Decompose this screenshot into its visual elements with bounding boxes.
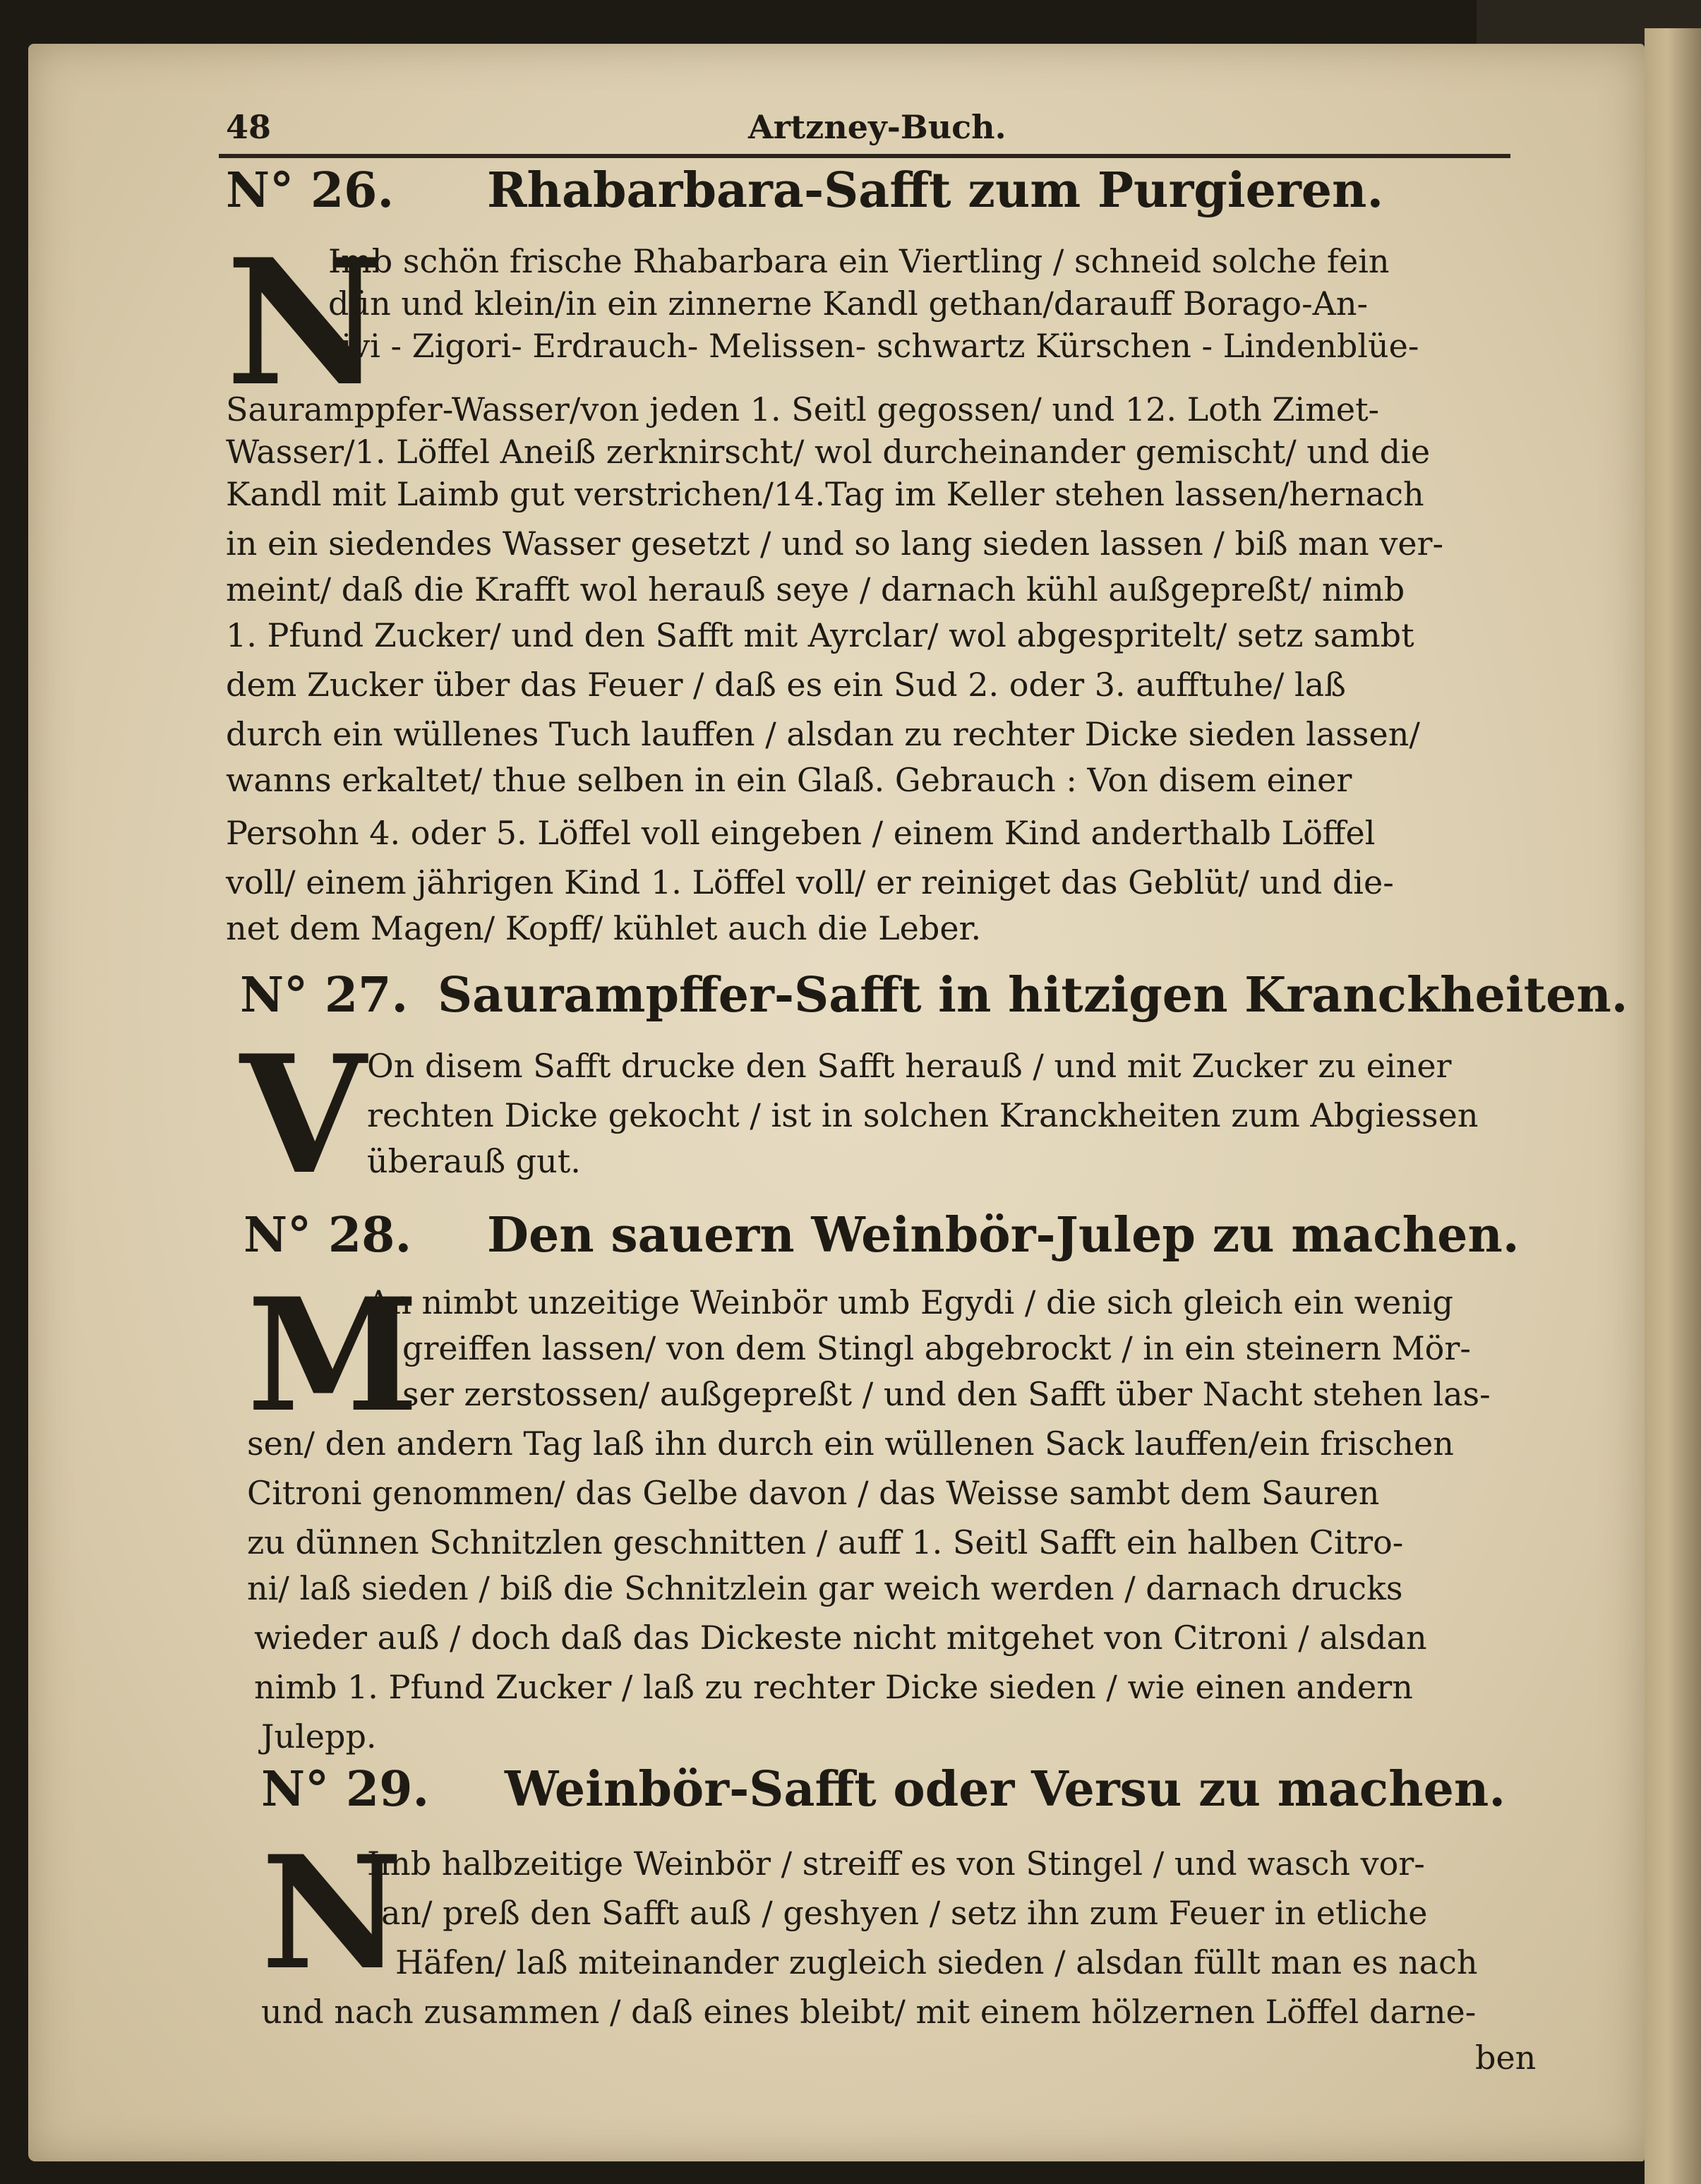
text-line: net dem Magen/ Kopff/ kühlet auch die Leber. — [226, 909, 982, 947]
text-line: greiffen lassen/ von dem Stingl abgebrockt / in ein steinern Mör- — [402, 1329, 1471, 1367]
running-title: Artzney-Buch. — [748, 108, 1006, 146]
text-line: On disem Safft drucke den Safft herauß / und mit Zucker zu einer — [367, 1047, 1452, 1085]
text-line: Imb halbzeitige Weinbör / streiff es von Stingel / und wasch vor- — [367, 1844, 1425, 1883]
catchword: ben — [1475, 2039, 1537, 2077]
book-spine — [1645, 28, 1701, 2184]
section-number: N° 28. — [244, 1207, 412, 1264]
text-line: rechten Dicke gekocht / ist in solchen Kranckheiten zum Abgiessen — [367, 1096, 1479, 1134]
section-title: Weinbör-Safft oder Versu zu machen. — [505, 1761, 1506, 1818]
text-line: Julepp. — [261, 1717, 377, 1756]
text-line: überauß gut. — [367, 1142, 581, 1180]
text-line: durch ein wüllenes Tuch lauffen / alsdan zu rechter Dicke sieden lassen/ — [226, 715, 1420, 753]
section-heading-26 — [226, 162, 1383, 219]
section-number: N° 29. — [261, 1761, 430, 1818]
text-line: ser zerstossen/ außgepreßt / und den Safft über Nacht stehen las- — [402, 1375, 1491, 1413]
text-line: voll/ einem jährigen Kind 1. Löffel voll/ er reiniget das Geblüt/ und die- — [226, 863, 1394, 901]
header-rule — [219, 154, 1510, 158]
text-line: sen/ den andern Tag laß ihn durch ein wüllenen Sack lauffen/ein frischen — [247, 1424, 1454, 1463]
drop-cap: V — [240, 1020, 366, 1211]
text-line: nimb 1. Pfund Zucker / laß zu rechter Dicke sieden / wie einen andern — [254, 1668, 1413, 1706]
section-number: N° 26. — [226, 162, 395, 219]
section-number: N° 27. — [240, 967, 409, 1024]
text-line: Häfen/ laß miteinander zugleich sieden / alsdan füllt man es nach — [395, 1943, 1478, 1981]
section-heading-28 — [244, 1207, 1520, 1264]
text-line: meint/ daß die Krafft wol herauß seye / darnach kühl außgepreßt/ nimb — [226, 570, 1405, 608]
drop-cap: M — [247, 1264, 419, 1446]
text-line: dem Zucker über das Feuer / daß es ein Sud 2. oder 3. aufftuhe/ laß — [226, 666, 1346, 704]
section-title: Saurampffer-Safft in hitzigen Kranckheiten. — [438, 967, 1628, 1024]
text-line: wanns erkaltet/ thue selben in ein Glaß. Gebrauch : Von disem einer — [226, 761, 1352, 799]
text-line: wieder auß / doch daß das Dickeste nicht mitgehet von Citroni / alsdan — [254, 1619, 1427, 1657]
section-heading-27 — [240, 967, 1628, 1024]
text-line: 1. Pfund Zucker/ und den Safft mit Ayrclar/ wol abgespritelt/ setz sambt — [226, 616, 1414, 654]
text-line: an/ preß den Safft auß / geshyen / setz ihn zum Feuer in etliche — [381, 1894, 1428, 1932]
text-line: zu dünnen Schnitzlen geschnitten / auff 1. Seitl Safft ein halben Citro- — [247, 1523, 1404, 1561]
section-heading-29 — [261, 1761, 1505, 1818]
text-line: Imb schön frische Rhabarbara ein Viertling / schneid solche fein — [328, 242, 1390, 280]
text-line: Kandl mit Laimb gut verstrichen/14.Tag im Keller stehen lassen/hernach — [226, 475, 1424, 513]
text-line: Wasser/1. Löffel Aneiß zerknirscht/ wol durcheinander gemischt/ und die — [226, 433, 1431, 471]
text-line: An nimbt unzeitige Weinbör umb Egydi / die sich gleich ein wenig — [367, 1283, 1453, 1321]
section-title: Rhabarbara-Safft zum Purgieren. — [487, 162, 1384, 219]
section-title: Den sauern Weinbör-Julep zu machen. — [487, 1207, 1520, 1264]
text-line: in ein siedendes Wasser gesetzt / und so lang sieden lassen / biß man ver- — [226, 524, 1444, 563]
text-line: und nach zusammen / daß eines bleibt/ mit einem hölzernen Löffel darne- — [261, 1993, 1477, 2031]
drop-cap: N — [226, 221, 384, 424]
text-line: dün und klein/in ein zinnerne Kandl gethan/darauff Borago-An- — [328, 284, 1369, 323]
text-line: tivi - Zigori- Erdrauch- Melissen- schwartz Kürschen - Lindenblüe- — [328, 327, 1419, 365]
page-number: 48 — [226, 108, 272, 146]
text-line: Citroni genommen/ das Gelbe davon / das Weisse sambt dem Sauren — [247, 1474, 1380, 1512]
text-line: Sauramppfer-Wasser/von jeden 1. Seitl gegossen/ und 12. Loth Zimet- — [226, 390, 1380, 428]
text-line: ni/ laß sieden / biß die Schnitzlein gar weich werden / darnach drucks — [247, 1569, 1403, 1607]
drop-cap: N — [261, 1821, 404, 2004]
text-line: Persohn 4. oder 5. Löffel voll eingeben / einem Kind anderthalb Löffel — [226, 814, 1376, 852]
